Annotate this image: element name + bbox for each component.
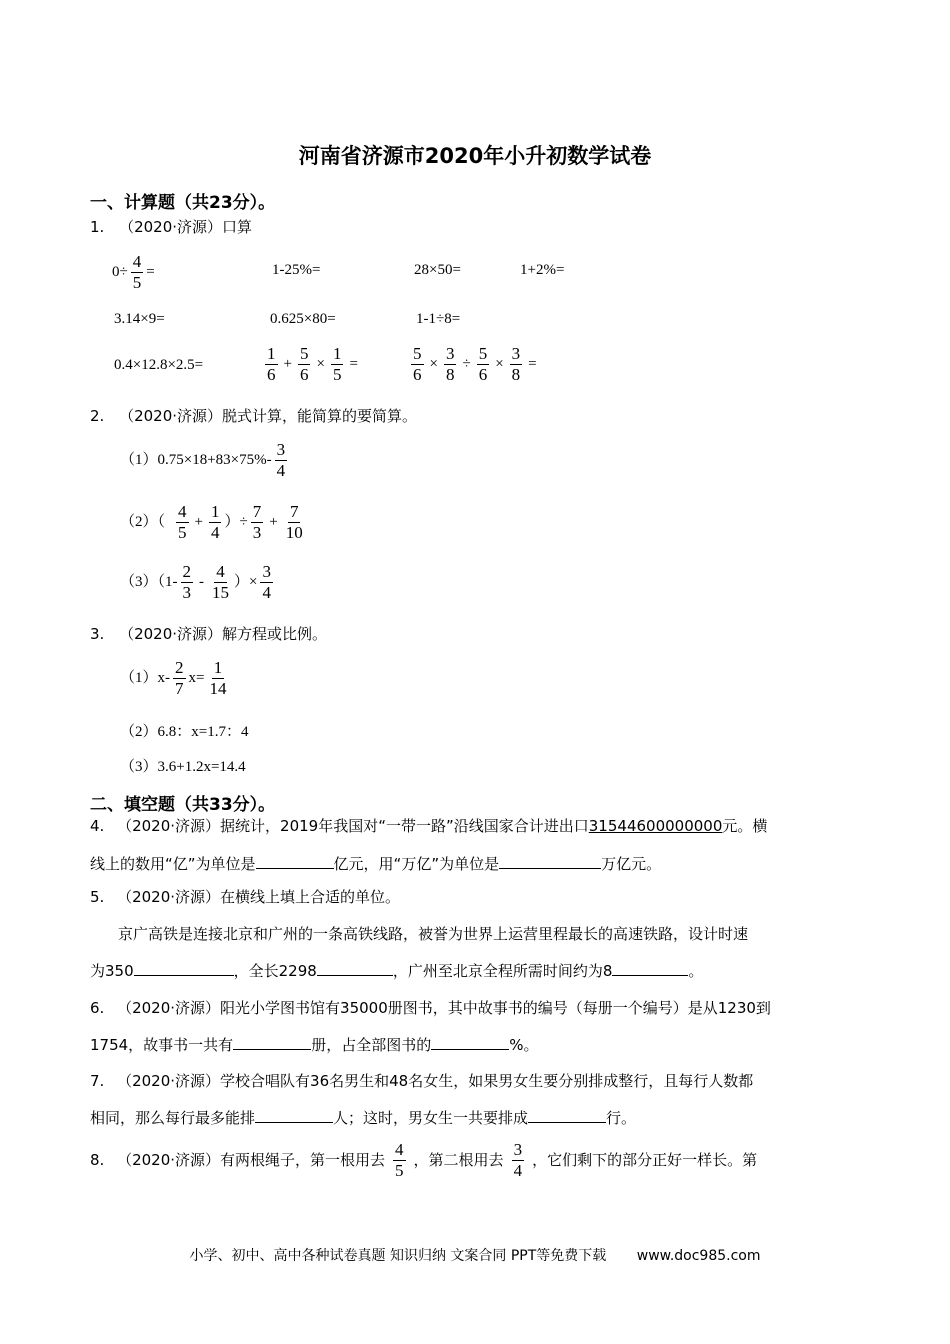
question-2 xyxy=(90,405,417,426)
question-stem: （2020·济源）解方程或比例。 xyxy=(119,625,328,643)
fraction: $\frac{1}{14}$ xyxy=(209,658,227,698)
fraction: $\frac{3}{4}$ xyxy=(276,440,286,480)
question-5-line-1: 5. （2020·济源）在横线上填上合适的单位。 xyxy=(90,888,401,906)
expr-text: （1）0.75×18+83×75%- xyxy=(120,451,272,468)
expr-text: （3）（1- xyxy=(120,573,178,590)
fraction: $\frac{3}{4}$ xyxy=(262,562,271,602)
section-2-heading: 二、填空题（共33分）。 xyxy=(90,795,276,815)
expr-text: 0÷ xyxy=(112,263,128,280)
answer-blank[interactable] xyxy=(134,961,234,976)
q2-part-2: （2）（ $\frac{4}{5}$ + $\frac{1}{4}$ ）÷ $\frac{7}{3}$ + $\frac{7}{10}$ xyxy=(120,502,303,542)
question-number: 4. xyxy=(90,817,105,835)
fraction: $\frac{4}{5}$ xyxy=(178,502,187,542)
question-number: 3. xyxy=(90,625,105,643)
section-1-heading: 一、计算题（共23分）。 xyxy=(90,193,276,213)
fraction: $\frac{4}{5}$ xyxy=(395,1140,404,1180)
fraction: $\frac{5}{6}$ xyxy=(299,344,309,384)
fraction: $\frac{3}{4}$ xyxy=(513,1140,523,1180)
question-8-line-1: 8. （2020·济源）有两根绳子，第一根用去 $\frac{4}{5}$ ，第二根用去 $\frac{3}{4}$ ，它们剩下的部分正好一样长。第 xyxy=(90,1140,758,1180)
question-6-line-2: 1754，故事书一共有 册，占全部图书的 %。 xyxy=(90,1036,539,1054)
q1-item-f: 0.625×80= xyxy=(270,311,336,327)
question-7-line-2: 相同，那么每行最多能排 人；这时，男女生一共要排成 行。 xyxy=(90,1109,637,1127)
q1-item-d: 1+2%= xyxy=(520,262,565,278)
fraction: $\frac{3}{8}$ xyxy=(511,344,521,384)
fraction: $\frac{1}{5}$ xyxy=(332,344,342,384)
question-3 xyxy=(90,623,327,644)
question-4-line-2: 线上的数用“亿”为单位是 亿元，用“万亿”为单位是 万亿元。 xyxy=(90,855,662,873)
answer-blank[interactable] xyxy=(233,1035,311,1050)
page-footer xyxy=(0,1245,950,1265)
fraction: $\frac{7}{3}$ xyxy=(252,502,262,542)
q1-item-j: $\frac{5}{6}$ × $\frac{3}{8}$ ÷ $\frac{5}{6}$ × $\frac{3}{8}$ = xyxy=(413,344,537,384)
q1-item-h: 0.4×12.8×2.5= xyxy=(114,357,204,373)
question-1 xyxy=(90,216,252,237)
question-number: 2. xyxy=(90,407,105,425)
q2-part-1 xyxy=(120,440,290,481)
q1-item-c: 28×50= xyxy=(414,262,461,278)
q2-part-3: （3）（1- $\frac{2}{3}$ - $\frac{4}{15}$ ）× $\frac{3}{4}$ xyxy=(120,562,271,602)
question-5-line-2: 京广高铁是连接北京和广州的一条高铁线路，被誉为世界上运营里程最长的高速铁路，设计时速 xyxy=(118,925,749,943)
q1-item-g: 1-1÷8= xyxy=(416,311,461,327)
fraction: $\frac{2}{7}$ xyxy=(175,658,184,698)
answer-blank[interactable] xyxy=(256,854,334,869)
q3-part-1: （1）x- $\frac{2}{7}$ x= $\frac{1}{14}$ xyxy=(120,658,227,698)
footer-link[interactable]: www.doc985.com xyxy=(636,1248,761,1264)
answer-blank[interactable] xyxy=(317,961,393,976)
question-stem: （2020·济源）脱式计算，能简算的要简算。 xyxy=(119,407,418,425)
fraction: $\frac{5}{6}$ xyxy=(413,344,422,384)
fraction: $\frac{1}{6}$ xyxy=(267,344,276,384)
expr-text: （2）（ xyxy=(120,513,166,530)
answer-blank[interactable] xyxy=(612,961,688,976)
page-title: 河南省济源市2020年小升初数学试卷 xyxy=(298,144,652,168)
q3-part-3: （3）3.6+1.2x=14.4 xyxy=(120,759,246,775)
question-7-line-1: 7. （2020·济源）学校合唱队有36名男生和48名女生，如果男女生要分别排成整行，且每行人数都 xyxy=(90,1072,754,1090)
answer-blank[interactable] xyxy=(431,1035,509,1050)
fraction: $\frac{3}{8}$ xyxy=(445,344,455,384)
answer-blank[interactable] xyxy=(255,1108,333,1123)
question-5-line-3: 为350 ，全长2298 ，广州至北京全程所需时间约为8 。 xyxy=(90,962,704,980)
q1-item-a xyxy=(112,252,155,293)
q1-item-i: $\frac{1}{6}$ + $\frac{5}{6}$ × $\frac{1}{5}$ = xyxy=(267,344,358,384)
q1-item-b: 1-25%= xyxy=(272,262,321,278)
fraction: $\frac{7}{10}$ xyxy=(285,502,303,542)
question-number: 1. xyxy=(90,218,105,236)
fraction: $\frac{1}{4}$ xyxy=(210,502,220,542)
expr-text: = xyxy=(146,263,155,280)
answer-blank[interactable] xyxy=(499,854,601,869)
underlined-number: 31544600000000 xyxy=(588,817,723,835)
expr-text: （1）x- xyxy=(120,669,170,686)
question-number: 8. xyxy=(90,1151,105,1169)
question-4-line-1: 4. （2020·济源）据统计，2019年我国对“一带一路”沿线国家合计进出口31544600000000元。横 xyxy=(90,817,768,835)
fraction: $\frac{2}{3}$ xyxy=(182,562,191,602)
answer-blank[interactable] xyxy=(528,1108,606,1123)
question-6-line-1: 6. （2020·济源）阳光小学图书馆有35000册图书，其中故事书的编号（每册一个编号）是从1230到 xyxy=(90,999,771,1017)
fraction: $\frac{5}{6}$ xyxy=(478,344,488,384)
q3-part-2: （2）6.8：x=1.7：4 xyxy=(120,724,249,740)
question-number: 5. xyxy=(90,888,105,906)
question-stem: （2020·济源）口算 xyxy=(119,218,253,236)
question-number: 7. xyxy=(90,1072,105,1090)
q1-item-e: 3.14×9= xyxy=(114,311,165,327)
fraction: $\frac{4}{15}$ xyxy=(212,562,229,602)
footer-text: 小学、初中、高中各种试卷真题 知识归纳 文案合同 PPT等免费下载 xyxy=(189,1248,607,1264)
question-number: 6. xyxy=(90,999,105,1017)
fraction: $\frac{4}{5}$ xyxy=(132,252,142,292)
